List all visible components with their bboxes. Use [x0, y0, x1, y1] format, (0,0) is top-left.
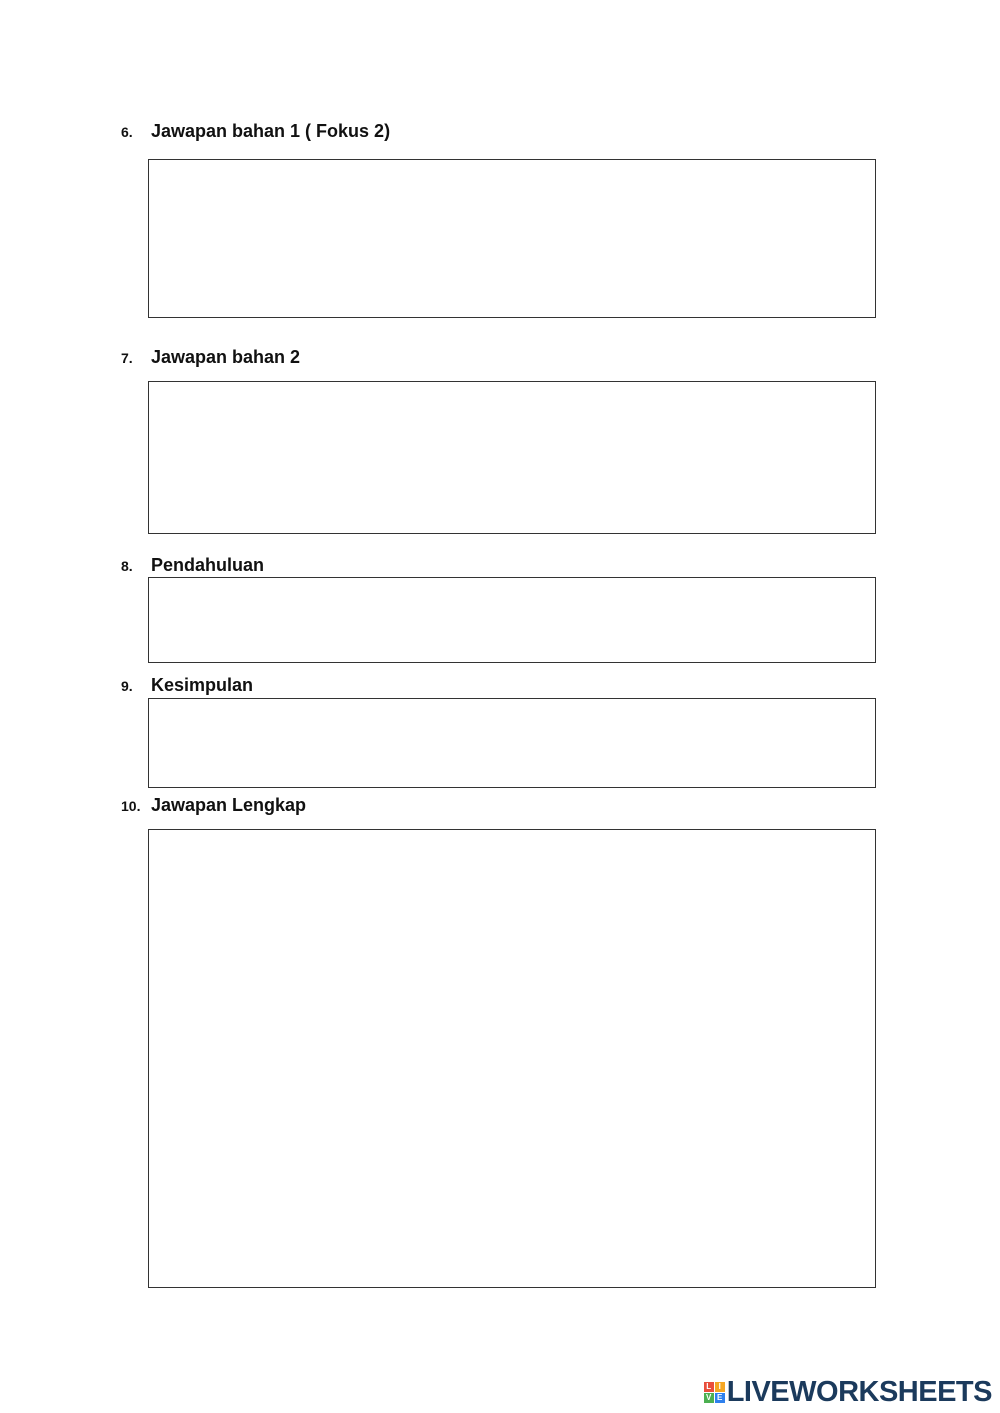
logo-letter: L [704, 1382, 714, 1392]
liveworksheets-logo-icon [704, 1382, 725, 1403]
question-label: Kesimpulan [151, 675, 254, 695]
answer-box-7[interactable] [148, 381, 876, 534]
logo-letter: I [715, 1382, 725, 1392]
logo-letter: E [715, 1393, 725, 1403]
question-number: 10. [121, 798, 141, 814]
answer-box-6[interactable] [148, 159, 876, 318]
question-number: 9. [121, 678, 133, 694]
question-number: 6. [121, 124, 133, 140]
question-label: Jawapan bahan 2 [151, 347, 301, 367]
brand-text: LIVEWORKSHEETS [726, 1376, 992, 1408]
answer-box-8[interactable] [148, 577, 876, 663]
liveworksheets-brand [704, 1377, 992, 1407]
question-label: Pendahuluan [151, 555, 265, 575]
question-label: Jawapan bahan 1 ( Fokus 2) [151, 121, 391, 141]
question-number: 7. [121, 350, 133, 366]
logo-letter: V [704, 1393, 714, 1403]
question-number: 8. [121, 558, 133, 574]
question-label: Jawapan Lengkap [151, 795, 307, 815]
answer-box-9[interactable] [148, 698, 876, 788]
answer-box-10[interactable] [148, 829, 876, 1288]
